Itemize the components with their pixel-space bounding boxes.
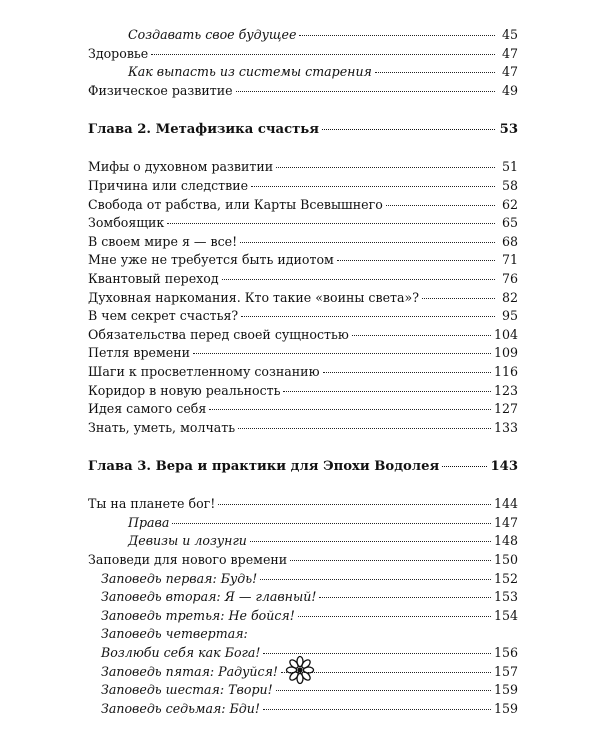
toc-entry-title: Заповедь седьмая: Бди! — [101, 700, 260, 716]
dot-leader — [222, 279, 495, 280]
toc-entry-page: 45 — [501, 27, 518, 42]
toc-entry-title: Права — [128, 514, 170, 530]
toc-entry-title: Духовная наркомания. Кто такие «воины света»? — [88, 289, 419, 305]
toc-entry-title: Шаги к просветленному сознанию — [88, 363, 320, 379]
toc-entry-title: Заповедь шестая: Твори! — [101, 682, 273, 698]
dot-leader — [167, 223, 495, 224]
toc-entry-page: 109 — [493, 345, 518, 361]
toc-entry-page: 65 — [501, 215, 518, 231]
toc-entry-title: Девизы и лозунги — [128, 533, 247, 549]
toc-entry[interactable] — [88, 400, 518, 419]
toc-entry-title: Создавать свое будущее — [128, 27, 297, 42]
toc-entry[interactable] — [88, 588, 518, 607]
toc-entry[interactable] — [88, 514, 518, 533]
dot-leader — [151, 54, 495, 55]
toc-entry[interactable] — [88, 570, 518, 589]
toc-entry-title: Зомбоящик — [88, 215, 165, 231]
dot-leader — [241, 316, 495, 317]
toc-entry[interactable] — [88, 251, 518, 270]
dot-leader — [323, 372, 491, 373]
toc-entry-title: В чем секрет счастья? — [88, 308, 239, 324]
toc-entry-page: 148 — [493, 533, 518, 549]
dot-leader — [218, 504, 491, 505]
dot-leader — [283, 391, 490, 392]
toc-entry[interactable] — [88, 551, 518, 570]
toc-entry-page: 156 — [493, 645, 518, 661]
toc-entry-title: Физическое развитие — [88, 82, 233, 98]
toc-entry-title: Заповедь пятая: Радуйся! — [101, 663, 278, 679]
toc-entry-page: 82 — [501, 289, 518, 305]
toc-entry-title: Заповедь третья: Не бойся! — [101, 607, 295, 623]
toc-entry-page: 144 — [493, 496, 518, 512]
toc-entry-page: 104 — [493, 326, 518, 342]
toc-entry-page: 147 — [493, 514, 518, 530]
dot-leader — [263, 709, 491, 710]
toc-entry-title: Мне уже не требуется быть идиотом — [88, 252, 334, 268]
toc-entry-title: Ты на планете бог! — [88, 496, 216, 512]
toc-entry[interactable] — [88, 45, 518, 64]
toc-entry[interactable] — [88, 382, 518, 401]
chapter-title: Глава 2. Метафизика счастья — [88, 122, 319, 138]
toc-entry-page: 68 — [501, 233, 518, 249]
toc-entry[interactable] — [88, 326, 518, 345]
toc-entry[interactable] — [88, 363, 518, 382]
toc-entry-title: Заповедь четвертая: — [101, 626, 248, 642]
chapter-3-heading[interactable] — [88, 457, 518, 477]
toc-entry-page: 150 — [493, 552, 518, 568]
toc-entry[interactable] — [88, 700, 518, 719]
toc-entry-title: Квантовый переход — [88, 270, 219, 286]
toc-entry-page: 159 — [493, 700, 518, 716]
dot-leader — [422, 298, 495, 299]
toc-entry-title: Заповеди для нового времени — [88, 552, 288, 568]
toc-entry[interactable] — [88, 495, 518, 514]
toc-entry[interactable] — [88, 214, 518, 233]
toc-entry[interactable] — [88, 607, 518, 626]
toc-entry[interactable] — [88, 289, 518, 308]
toc-entry-page: 95 — [501, 308, 518, 324]
chapter-page: 143 — [490, 459, 518, 475]
toc-entry-page: 159 — [493, 682, 518, 698]
toc-entry[interactable] — [88, 532, 518, 551]
dot-leader — [263, 653, 490, 654]
dot-leader — [290, 560, 491, 561]
toc-entry[interactable] — [88, 196, 518, 215]
toc-entry-title: Знать, уметь, молчать — [88, 419, 236, 435]
toc-entry-page: 157 — [493, 663, 518, 679]
toc-entry-page: 71 — [501, 252, 518, 268]
dot-leader — [276, 690, 491, 691]
toc-entry[interactable] — [88, 26, 518, 45]
toc-entry-title: Здоровье — [88, 45, 149, 61]
dot-leader — [322, 129, 495, 130]
toc-entry-page: 133 — [493, 419, 518, 435]
flower-ornament-icon — [285, 655, 315, 685]
dot-leader — [172, 523, 491, 524]
toc-entry[interactable] — [88, 307, 518, 326]
dot-leader — [298, 616, 491, 617]
toc-entry-page: 49 — [501, 82, 518, 98]
toc-entry[interactable] — [88, 344, 518, 363]
toc-entry[interactable] — [88, 270, 518, 289]
dot-leader — [251, 186, 495, 187]
toc-entry-title: Обязательства перед своей сущностью — [88, 326, 349, 342]
dot-leader — [337, 260, 495, 261]
table-of-contents — [88, 26, 518, 718]
toc-entry[interactable] — [88, 82, 518, 101]
toc-entry-title: Заповедь первая: Будь! — [101, 570, 258, 586]
toc-entry-page: 127 — [493, 401, 518, 417]
toc-entry[interactable] — [88, 158, 518, 177]
toc-entry-page: 47 — [501, 64, 518, 80]
chapter-page: 53 — [499, 122, 518, 138]
toc-entry-page: 153 — [493, 589, 518, 605]
toc-entry-title: Свобода от рабства, или Карты Всевышнего — [88, 196, 383, 212]
dot-leader — [236, 91, 495, 92]
toc-entry-title: Мифы о духовном развитии — [88, 159, 274, 175]
dot-leader — [319, 597, 491, 598]
dot-leader — [299, 35, 495, 36]
dot-leader — [209, 409, 491, 410]
dot-leader — [240, 242, 495, 243]
chapter-2-heading[interactable] — [88, 120, 518, 140]
toc-entry-page: 123 — [493, 382, 518, 398]
dot-leader — [386, 205, 495, 206]
toc-entry-title: Идея самого себя — [88, 401, 207, 417]
toc-entry-title: Петля времени — [88, 345, 190, 361]
toc-entry[interactable] — [88, 177, 518, 196]
toc-section-chapter1-tail — [88, 26, 518, 100]
toc-entry[interactable] — [88, 625, 518, 644]
dot-leader — [276, 167, 495, 168]
toc-entry-page: 154 — [493, 607, 518, 623]
toc-entry-page: 62 — [501, 196, 518, 212]
dot-leader — [352, 335, 491, 336]
toc-entry-page: 51 — [501, 159, 518, 175]
dot-leader — [250, 541, 491, 542]
toc-entry-title: Как выпасть из системы старения — [128, 64, 372, 80]
toc-entry-page: 58 — [501, 177, 518, 193]
chapter-title: Глава 3. Вера и практики для Эпохи Водолея — [88, 459, 440, 475]
dot-leader — [375, 72, 495, 73]
dot-leader — [193, 353, 491, 354]
dot-leader — [238, 428, 491, 429]
toc-entry-title: Заповедь вторая: Я — главный! — [101, 589, 317, 605]
toc-entry-page: 152 — [493, 570, 518, 586]
toc-section-chapter2 — [88, 158, 518, 437]
toc-entry-title: В своем мире я — все! — [88, 233, 238, 249]
toc-entry-title: Причина или следствие — [88, 177, 249, 193]
toc-entry-page: 76 — [501, 270, 518, 286]
dot-leader — [442, 466, 487, 467]
toc-entry[interactable] — [88, 419, 518, 438]
dot-leader — [260, 579, 491, 580]
toc-entry-title: Коридор в новую реальность — [88, 382, 281, 398]
toc-entry[interactable] — [88, 63, 518, 82]
toc-entry-title: Возлюби себя как Бога! — [101, 645, 261, 661]
toc-entry-page: 47 — [501, 45, 518, 61]
toc-entry[interactable] — [88, 233, 518, 252]
toc-entry-page: 116 — [493, 363, 518, 379]
